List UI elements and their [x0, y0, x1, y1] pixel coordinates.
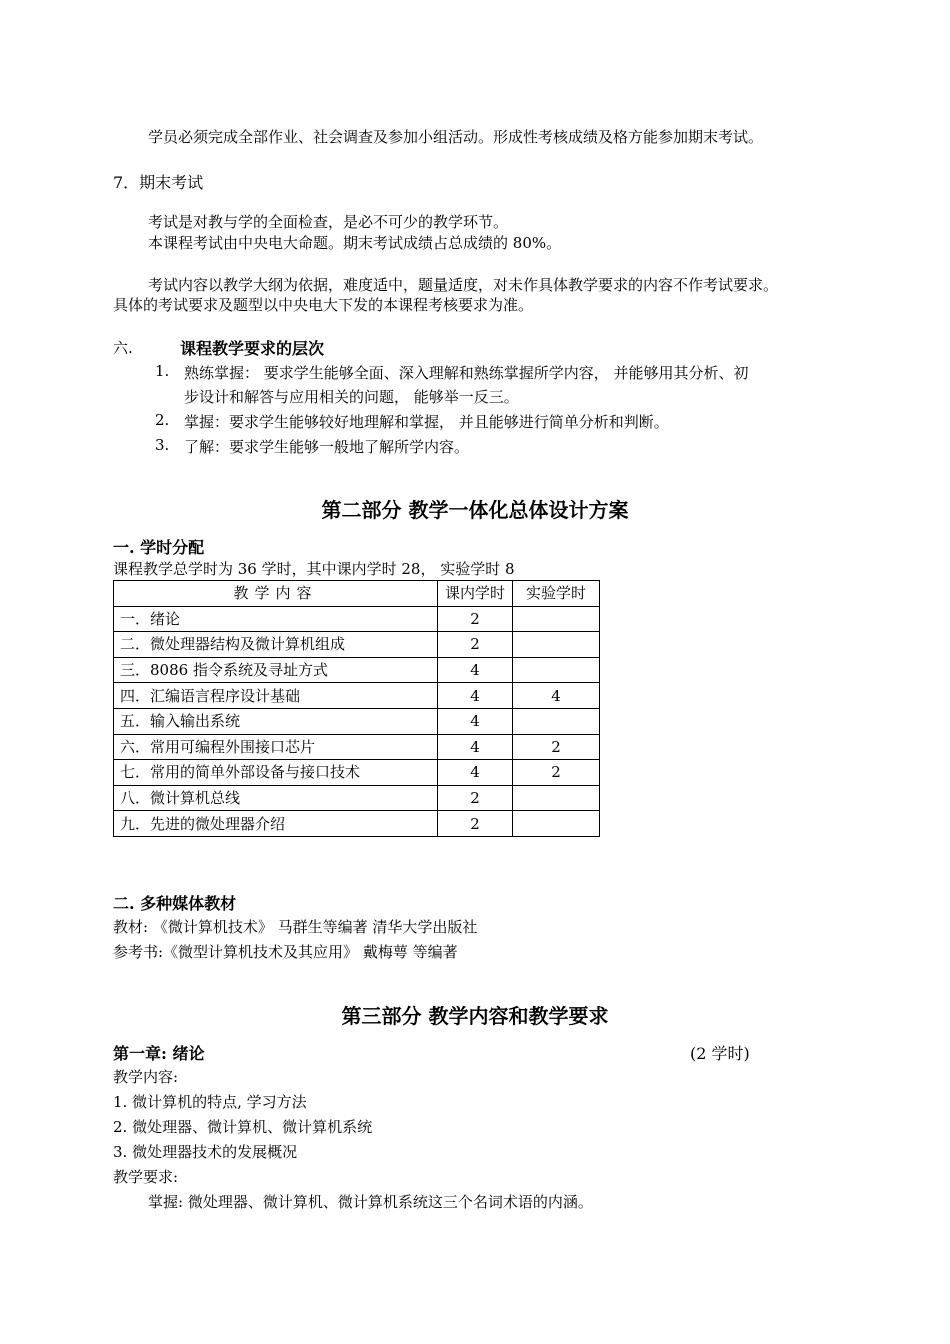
level-item-number: 2. — [155, 411, 170, 429]
row-class-hours: 2 — [438, 632, 513, 658]
table-row — [114, 760, 600, 786]
final-exam-line1: 考试是对教与学的全面检查，是必不可少的教学环节。 — [148, 213, 509, 231]
final-exam-line2: 本课程考试由中央电大命题。期末考试成绩占总成绩的 80%。 — [148, 234, 562, 252]
hours-summary: 课程教学总学时为 36 学时，其中课内学时 28， 实验学时 8 — [113, 560, 515, 578]
row-lab-hours — [513, 606, 600, 632]
part-three-title: 第三部分 教学内容和教学要求 — [341, 1004, 609, 1028]
table-header-row — [114, 581, 600, 607]
part-two-title: 第二部分 教学一体化总体设计方案 — [321, 498, 629, 522]
row-lab-hours: 4 — [513, 683, 600, 709]
level-item-text: 了解：要求学生能够一般地了解所学内容。 — [184, 438, 470, 456]
row-class-hours: 4 — [438, 683, 513, 709]
final-exam-para2-line1: 考试内容以教学大纲为依据，难度适中，题量适度，对未作具体教学要求的内容不作考试要求。 — [148, 276, 779, 294]
row-lab-hours: 2 — [513, 734, 600, 760]
row-lab-hours — [513, 811, 600, 837]
row-lab-hours — [513, 785, 600, 811]
content-item: 2. 微处理器、微计算机、微计算机系统 — [113, 1118, 373, 1136]
section-six-title: 课程教学要求的层次 — [180, 339, 325, 358]
final-exam-para2-line2: 具体的考试要求及题型以中央电大下发的本课程考核要求为准。 — [113, 296, 534, 314]
level-item-text: 熟练掌握： 要求学生能够全面、深入理解和熟练掌握所学内容， 并能够用其分析、初 — [184, 364, 749, 382]
hours-allocation-heading: 一. 学时分配 — [113, 538, 205, 557]
textbook-line: 教材: 《微计算机技术》 马群生等编著 清华大学出版社 — [113, 918, 478, 936]
row-class-hours: 4 — [438, 734, 513, 760]
row-lab-hours: 2 — [513, 760, 600, 786]
table-row — [114, 606, 600, 632]
row-topic: 四．汇编语言程序设计基础 — [114, 683, 438, 709]
table-row — [114, 657, 600, 683]
row-lab-hours — [513, 657, 600, 683]
table-row — [114, 683, 600, 709]
table-row — [114, 734, 600, 760]
level-item-text-cont: 步设计和解答与应用相关的问题， 能够举一反三。 — [184, 388, 519, 406]
content-item: 3. 微处理器技术的发展概况 — [113, 1143, 298, 1161]
row-topic: 七．常用的简单外部设备与接口技术 — [114, 760, 438, 786]
section-six-number: 六. — [113, 339, 133, 357]
hours-table — [113, 580, 600, 837]
row-topic: 三．8086 指令系统及寻址方式 — [114, 657, 438, 683]
level-item-number: 3. — [155, 436, 170, 454]
media-materials-heading: 二. 多种媒体教材 — [113, 894, 237, 913]
row-topic: 五．输入输出系统 — [114, 708, 438, 734]
row-class-hours: 4 — [438, 657, 513, 683]
requirement-label: 教学要求: — [113, 1168, 179, 1186]
row-class-hours: 2 — [438, 785, 513, 811]
reference-book-line: 参考书:《微型计算机技术及其应用》 戴梅萼 等编著 — [113, 943, 458, 961]
table-row — [114, 632, 600, 658]
row-lab-hours — [513, 632, 600, 658]
row-topic: 一．绪论 — [114, 606, 438, 632]
row-class-hours: 2 — [438, 606, 513, 632]
table-row — [114, 811, 600, 837]
form-assessment-paragraph: 学员必须完成全部作业、社会调查及参加小组活动。形成性考核成绩及格方能参加期末考试。 — [148, 128, 764, 146]
table-row — [114, 708, 600, 734]
row-topic: 八．微计算机总线 — [114, 785, 438, 811]
header-class-hours: 课内学时 — [438, 581, 513, 607]
row-topic: 九．先进的微处理器介绍 — [114, 811, 438, 837]
level-item-number: 1. — [155, 362, 170, 380]
level-item-text: 掌握：要求学生能够较好地理解和掌握， 并且能够进行简单分析和判断。 — [184, 413, 669, 431]
header-lab-hours: 实验学时 — [513, 581, 600, 607]
table-row — [114, 785, 600, 811]
final-exam-heading: 7．期末考试 — [113, 173, 204, 192]
chapter-one-hours: (2 学时) — [690, 1044, 750, 1063]
row-topic: 二．微处理器结构及微计算机组成 — [114, 632, 438, 658]
requirement-text: 掌握: 微处理器、微计算机、微计算机系统这三个名词术语的内涵。 — [148, 1193, 593, 1211]
header-teaching-content: 教学内容 — [114, 581, 438, 607]
row-class-hours: 4 — [438, 708, 513, 734]
content-item: 1. 微计算机的特点, 学习方法 — [113, 1093, 307, 1111]
row-topic: 六．常用可编程外围接口芯片 — [114, 734, 438, 760]
content-label: 教学内容: — [113, 1068, 179, 1086]
row-class-hours: 2 — [438, 811, 513, 837]
row-lab-hours — [513, 708, 600, 734]
chapter-one-title: 第一章: 绪论 — [113, 1044, 205, 1063]
row-class-hours: 4 — [438, 760, 513, 786]
